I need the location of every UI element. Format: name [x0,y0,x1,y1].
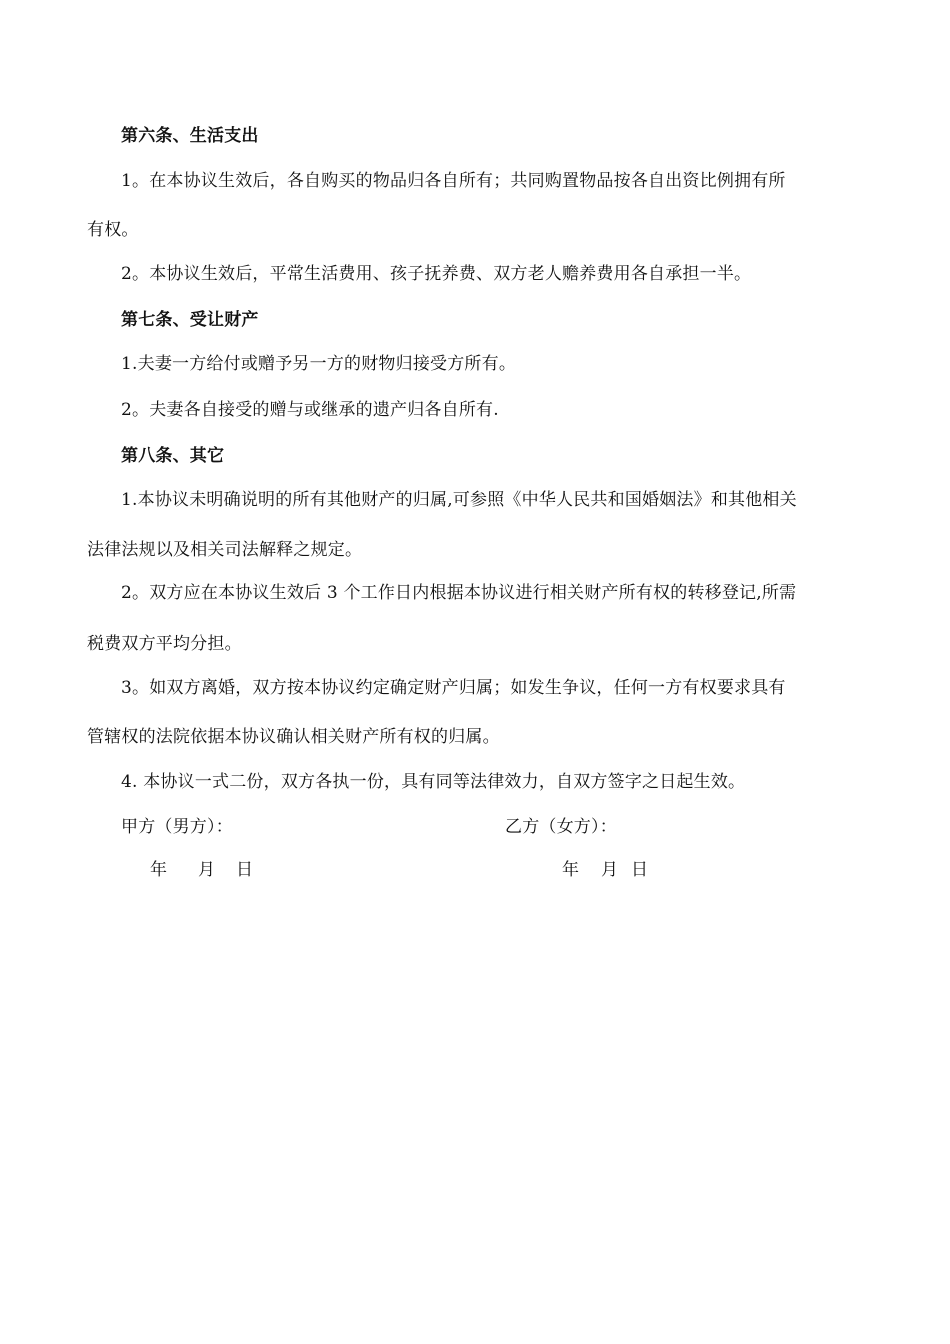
section-7-line-2: 2。夫妻各自接受的赠与或继承的遗产归各自所有. [121,400,499,420]
section-6-line-2: 有权。 [87,220,139,240]
section-8-line-7: 4. 本协议一式二份，双方各执一份，具有同等法律效力，自双方签字之日起生效。 [121,772,746,792]
section-8-line-1: 1.本协议未明确说明的所有其他财产的归属,可参照《中华人民共和国婚姻法》和其他相关 [121,490,797,510]
party-b-date-month: 月 [601,860,619,880]
section-8-line-3: 2。双方应在本协议生效后 3 个工作日内根据本协议进行相关财产所有权的转移登记,所需 [121,583,797,603]
party-b-date [562,859,648,881]
party-b-date-year: 年 [562,860,580,880]
section-8-heading: 第八条、其它 [121,446,225,466]
party-a-date-day: 日 [236,860,254,880]
party-a-date-year: 年 [150,860,168,880]
section-7-line-1: 1.夫妻一方给付或赠予另一方的财物归接受方所有。 [121,354,517,374]
section-8-line-6: 管辖权的法院依据本协议确认相关财产所有权的归属。 [87,727,500,747]
section-6-line-1: 1。在本协议生效后，各自购买的物品归各自所有；共同购置物品按各自出资比例拥有所 [121,171,786,191]
section-8-line-4: 税费双方平均分担。 [87,634,242,654]
section-7-heading: 第七条、受让财产 [121,310,259,330]
section-8-line-2: 法律法规以及相关司法解释之规定。 [87,540,363,560]
party-a-date-month: 月 [198,860,216,880]
party-b-date-day: 日 [631,860,649,880]
party-b-label: 乙方（女方）： [505,817,617,837]
party-a-date [150,859,253,881]
section-6-line-3: 2。本协议生效后，平常生活费用、孩子抚养费、双方老人赡养费用各自承担一半。 [121,264,752,284]
section-6-heading: 第六条、生活支出 [121,126,259,146]
party-a-label: 甲方（男方）： [121,817,233,837]
section-8-line-5: 3。如双方离婚，双方按本协议约定确定财产归属；如发生争议，任何一方有权要求具有 [121,678,786,698]
